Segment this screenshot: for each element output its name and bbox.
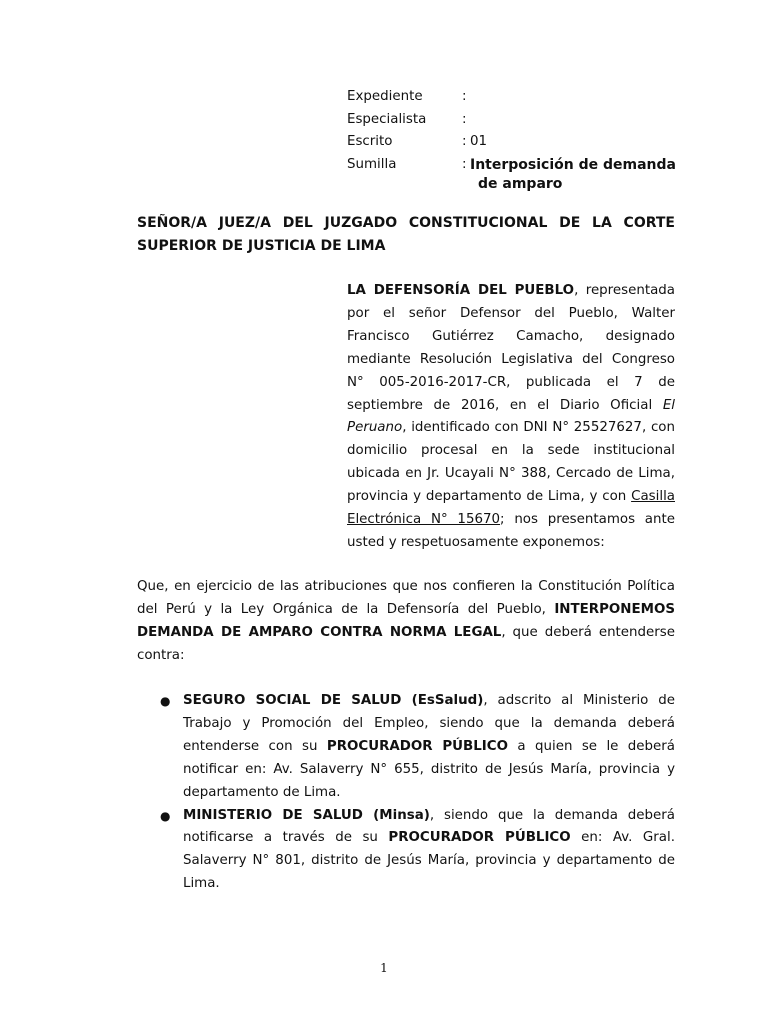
header-separator: : [462, 89, 467, 104]
sumilla-value [470, 154, 680, 194]
header-separator: : [462, 111, 467, 127]
header-row-escrito [347, 131, 680, 154]
newspaper-name: El Peruano [347, 397, 675, 436]
body-text-2: , que deberá entenderse contra: [137, 624, 675, 663]
header-label: Escrito [347, 134, 393, 149]
header-separator: : [462, 156, 467, 172]
entity-name: LA DEFENSORÍA DEL PUEBLO [347, 283, 575, 298]
addressee-heading [137, 212, 675, 258]
body-bold: INTERPONEMOS DEMANDA DE AMPARO CONTRA NORMA LEGAL [137, 601, 675, 640]
bullet-icon: ● [160, 694, 171, 708]
addressee-line-2: SUPERIOR DE JUSTICIA DE LIMA [137, 238, 386, 254]
body-text-1: Que, en ejercicio de las atribuciones que nos confieren la Constitución Política del Perú y la Ley Orgánica de la Defensoría del Pueblo, [137, 579, 675, 617]
header-row-especialista [347, 109, 680, 132]
header-value: 01 [470, 134, 488, 149]
intro-text-3: ; nos presentamos ante usted y respetuosamente exponemos: [347, 512, 675, 550]
header-separator: : [462, 134, 467, 149]
bullet-icon: ● [160, 808, 171, 823]
header-row-expediente [347, 86, 680, 109]
defendants-list [137, 690, 675, 896]
header-label: Sumilla [347, 156, 397, 172]
list-item [137, 690, 675, 805]
casilla-electronica: Casilla Electrónica N° 15670 [347, 489, 675, 528]
list-item-text: , siendo que la demanda deberá notificarse a través de su [183, 807, 675, 846]
body-paragraph [137, 576, 675, 668]
header-label: Expediente [347, 89, 423, 104]
defendant-name: SEGURO SOCIAL DE SALUD (EsSalud) [183, 693, 484, 708]
header-row-sumilla [347, 154, 680, 194]
page-number: 1 [380, 961, 388, 975]
case-header [347, 86, 680, 194]
defendant-name: MINISTERIO DE SALUD (Minsa) [183, 807, 430, 823]
list-item-text: a quien se le deberá notificar en: Av. Salaverry N° 655, distrito de Jesús María, provincia y departamento de Lima. [183, 738, 675, 800]
header-label: Especialista [347, 111, 427, 127]
procurador-label: PROCURADOR PÚBLICO [388, 830, 571, 846]
intro-text-2: , identificado con DNI N° 25527627, con domicilio procesal en la sede institucional ubicada en Jr. Ucayali N° 388, Cercado de Lima, provincia y departamento de Lima, y con [347, 420, 675, 505]
header-value [470, 109, 680, 132]
intro-paragraph [347, 280, 675, 555]
list-item [137, 805, 675, 897]
sumilla-line-1: Interposición de demanda [470, 156, 676, 173]
addressee-line-1: SEÑOR/A JUEZ/A DEL JUZGADO CONSTITUCIONAL DE LA CORTE [137, 215, 675, 231]
header-value [470, 86, 680, 109]
intro-text-1: , representada por el señor Defensor del Pueblo, Walter Francisco Gutiérrez Camacho, designado mediante Resolución Legislativa del Congreso N° 005-2016-2017-CR, publicada el 7 de septiembre de 2016, en el Diario Oficial [347, 283, 675, 413]
list-item-text: en: Av. Gral. Salaverry N° 801, distrito de Jesús María, provincia y departamento de Lima. [183, 830, 675, 892]
sumilla-line-2: de amparo [478, 175, 563, 192]
procurador-label: PROCURADOR PÚBLICO [326, 738, 508, 754]
list-item-text: , adscrito al Ministerio de Trabajo y Promoción del Empleo, siendo que la demanda deberá entenderse con su [183, 693, 676, 754]
